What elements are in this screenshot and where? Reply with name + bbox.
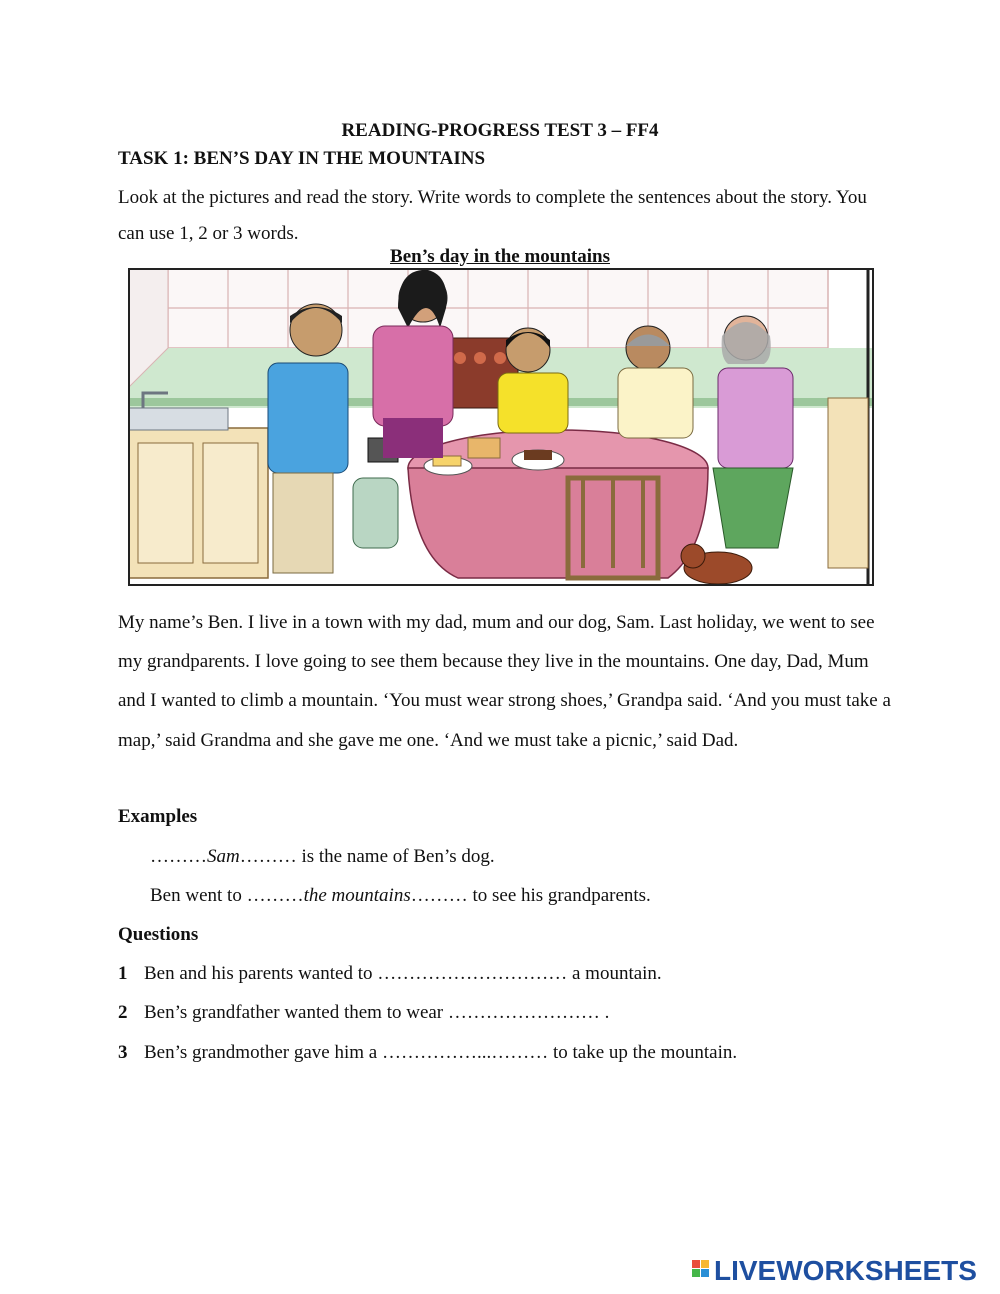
question-number: 1 <box>118 963 128 984</box>
question-item-3 <box>118 1042 737 1064</box>
example-before: Ben went to ……… <box>150 885 304 906</box>
example-after: ……… to see his grandparents. <box>410 885 651 906</box>
test-title: READING-PROGRESS TEST 3 – FF4 <box>341 120 659 141</box>
question-number: 2 <box>118 1002 128 1023</box>
questions-heading: Questions <box>118 924 199 945</box>
logo-grid-icon <box>692 1260 709 1277</box>
example-item-2 <box>150 885 651 907</box>
question-text-before: Ben’s grandmother gave him a <box>144 1042 378 1063</box>
question-number: 3 <box>118 1042 128 1063</box>
question-text-after: a mountain. <box>571 963 662 984</box>
question-text-before: Ben and his parents wanted to <box>144 963 373 984</box>
logo-text: LIVEWORKSHEETS <box>714 1255 977 1286</box>
example-after: ……… is the name of Ben’s dog. <box>239 846 495 867</box>
task-instructions: Look at the pictures and read the story. Write words to complete the sentences about the story. You can use 1, 2 or 3 words. <box>118 187 867 244</box>
example-answer: the mountains <box>303 885 411 906</box>
family-kitchen-illustration <box>128 268 874 586</box>
examples-heading: Examples <box>118 806 198 827</box>
liveworksheets-logo <box>690 1253 990 1287</box>
question-text-before: Ben’s grandfather wanted them to wear <box>144 1002 444 1023</box>
question-item-1 <box>118 963 662 985</box>
answer-blank-3[interactable]: ……………...……… <box>381 1042 549 1063</box>
question-text-after: to take up the mountain. <box>552 1042 738 1063</box>
story-title: Ben’s day in the mountains <box>390 246 610 267</box>
example-item-1 <box>150 846 495 868</box>
answer-blank-2[interactable]: …………………… <box>447 1002 600 1023</box>
example-before: ……… <box>150 846 207 867</box>
story-text: My name’s Ben. I live in a town with my dad, mum and our dog, Sam. Last holiday, we went to see my grandparents. I love going to see them because they live in the mountains. One day, Dad, Mum and I wanted to climb a mountain. ‘You must wear strong shoes,’ Grandpa said. ‘And you must take a map,’ said Grandma and she gave me one. ‘And we must take a picnic,’ said Dad. <box>118 612 891 751</box>
example-answer: Sam <box>207 846 240 867</box>
task-title: TASK 1: BEN’S DAY IN THE MOUNTAINS <box>118 148 486 169</box>
answer-blank-1[interactable]: ………………………… <box>377 963 568 984</box>
question-text-after: . <box>604 1002 610 1023</box>
question-item-2 <box>118 1002 609 1024</box>
